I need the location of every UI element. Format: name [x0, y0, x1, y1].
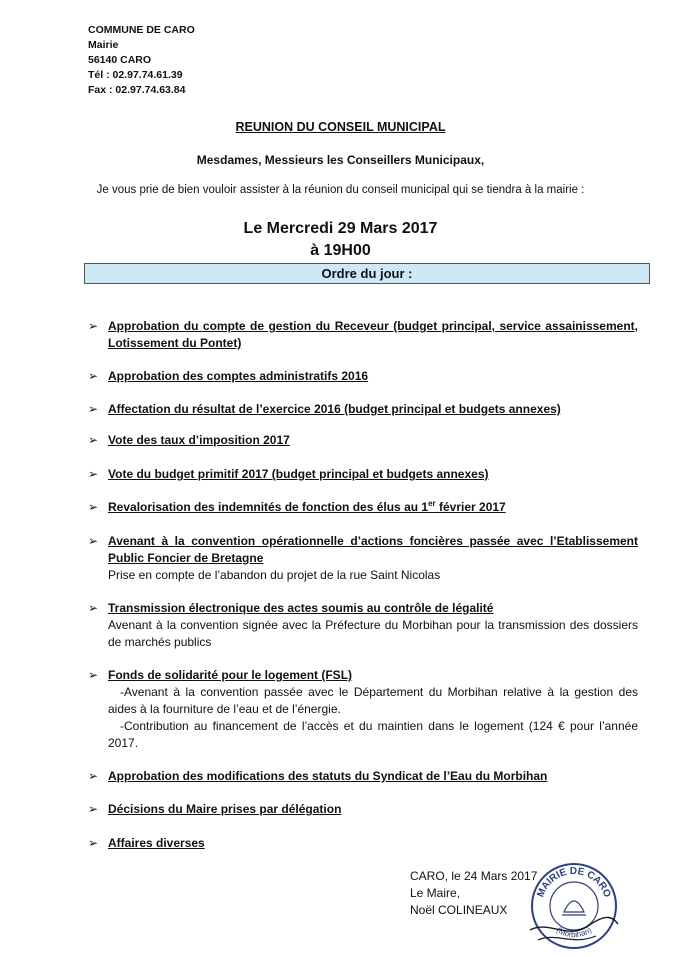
agenda-item-title: Approbation des comptes administratifs 2016: [108, 369, 369, 383]
agenda-item-title-start: Revalorisation des indemnités de fonction des élus au 1: [108, 500, 429, 514]
arrow-bullet-icon: ➢: [88, 802, 99, 816]
agenda-item-description: Prise en compte de l’abandon du projet de la rue Saint Nicolas: [108, 568, 441, 582]
agenda-item-title: Approbation du compte de gestion du Receveur (budget principal, service assainissement, Lotissement du Pontet): [108, 319, 638, 350]
agenda-item-title: Affectation du résultat de l’exercice 2016 (budget principal et budgets annexes): [108, 402, 561, 416]
commune-name: COMMUNE DE CARO: [88, 24, 195, 36]
signature-name: Noël COLINEAUX: [410, 903, 508, 917]
agenda-item-title-end: février 2017: [435, 500, 506, 514]
signature-place-date: CARO, le 24 Mars 2017: [410, 869, 538, 883]
agenda-item: [88, 318, 638, 352]
agenda-item-description: Avenant à la convention signée avec la Préfecture du Morbihan pour la transmission des dossiers de marchés publics: [108, 618, 638, 649]
arrow-bullet-icon: ➢: [88, 369, 99, 383]
salutation: Mesdames, Messieurs les Conseillers Municipaux,: [196, 153, 485, 167]
arrow-bullet-icon: ➢: [88, 319, 99, 333]
agenda-item-title: Approbation des modifications des statuts du Syndicat de l’Eau du Morbihan: [108, 769, 548, 783]
meeting-datetime: [0, 218, 681, 262]
agenda-item: [88, 368, 638, 385]
agenda-item-description: -Contribution au financement de l’accès et du maintien dans le logement (124 € pour l’année 2017.: [108, 719, 638, 750]
arrow-bullet-icon: ➢: [88, 668, 99, 682]
agenda-item-title: Vote des taux d’imposition 2017: [108, 433, 290, 447]
arrow-bullet-icon: ➢: [88, 433, 99, 447]
signature-block: [410, 868, 537, 919]
arrow-bullet-icon: ➢: [88, 467, 99, 481]
signature-scribble: [530, 917, 618, 931]
agenda-item: [88, 499, 638, 516]
agenda-item: [88, 600, 638, 651]
mairie-seal-stamp-icon: [528, 860, 620, 952]
agenda-item-title: Transmission électronique des actes soumis au contrôle de légalité: [108, 601, 494, 615]
stamp-bottom-text: (Morbihan): [554, 925, 594, 940]
mairie-label: Mairie: [88, 39, 119, 51]
agenda-item: [88, 432, 638, 449]
agenda-item-title: Vote du budget primitif 2017 (budget principal et budgets annexes): [108, 467, 489, 481]
agenda-item-description: -Avenant à la convention passée avec le Département du Morbihan relative à la gestion des aides à la fourniture de l’eau et de l’énergie.: [108, 685, 638, 716]
agenda-item: [88, 835, 638, 852]
meeting-time: à 19H00: [310, 242, 371, 259]
agenda-item-title: [108, 499, 638, 516]
arrow-bullet-icon: ➢: [88, 836, 99, 850]
agenda-item: [88, 768, 638, 785]
ordinal-superscript: er: [428, 499, 436, 508]
stamp-top-text: MAIRIE DE CARO: [535, 865, 613, 899]
arrow-bullet-icon: ➢: [88, 402, 99, 416]
arrow-bullet-icon: ➢: [88, 500, 99, 514]
stamp-emblem: [564, 901, 584, 912]
agenda-item: [88, 533, 638, 584]
agenda-heading: Ordre du jour :: [84, 263, 650, 284]
fax-number: Fax : 02.97.74.63.84: [88, 84, 186, 96]
stamp-inner-ring: [550, 882, 598, 930]
meeting-date: Le Mercredi 29 Mars 2017: [243, 220, 438, 237]
agenda-item: [88, 466, 638, 483]
agenda-item: [88, 667, 638, 752]
sender-address: [88, 23, 195, 98]
phone-number: Tél : 02.97.74.61.39: [88, 69, 183, 81]
postal-city: 56140 CARO: [88, 54, 152, 66]
arrow-bullet-icon: ➢: [88, 769, 99, 783]
agenda-item: [88, 401, 638, 418]
arrow-bullet-icon: ➢: [88, 534, 99, 548]
intro-text: Je vous prie de bien vouloir assister à la réunion du conseil municipal qui se tiendra à la mairie :: [96, 184, 585, 196]
agenda-item: [88, 801, 638, 818]
agenda-item-title: Affaires diverses: [108, 836, 205, 850]
agenda-item-title: Décisions du Maire prises par délégation: [108, 802, 342, 816]
arrow-bullet-icon: ➢: [88, 601, 99, 615]
agenda-item-title: Fonds de solidarité pour le logement (FSL): [108, 668, 353, 682]
document-title: REUNION DU CONSEIL MUNICIPAL: [235, 120, 446, 134]
agenda-item-title: Avenant à la convention opérationnelle d’actions foncières passée avec l’Etablissement Public Foncier de Bretagne: [108, 534, 638, 565]
signature-role: Le Maire,: [410, 886, 461, 900]
